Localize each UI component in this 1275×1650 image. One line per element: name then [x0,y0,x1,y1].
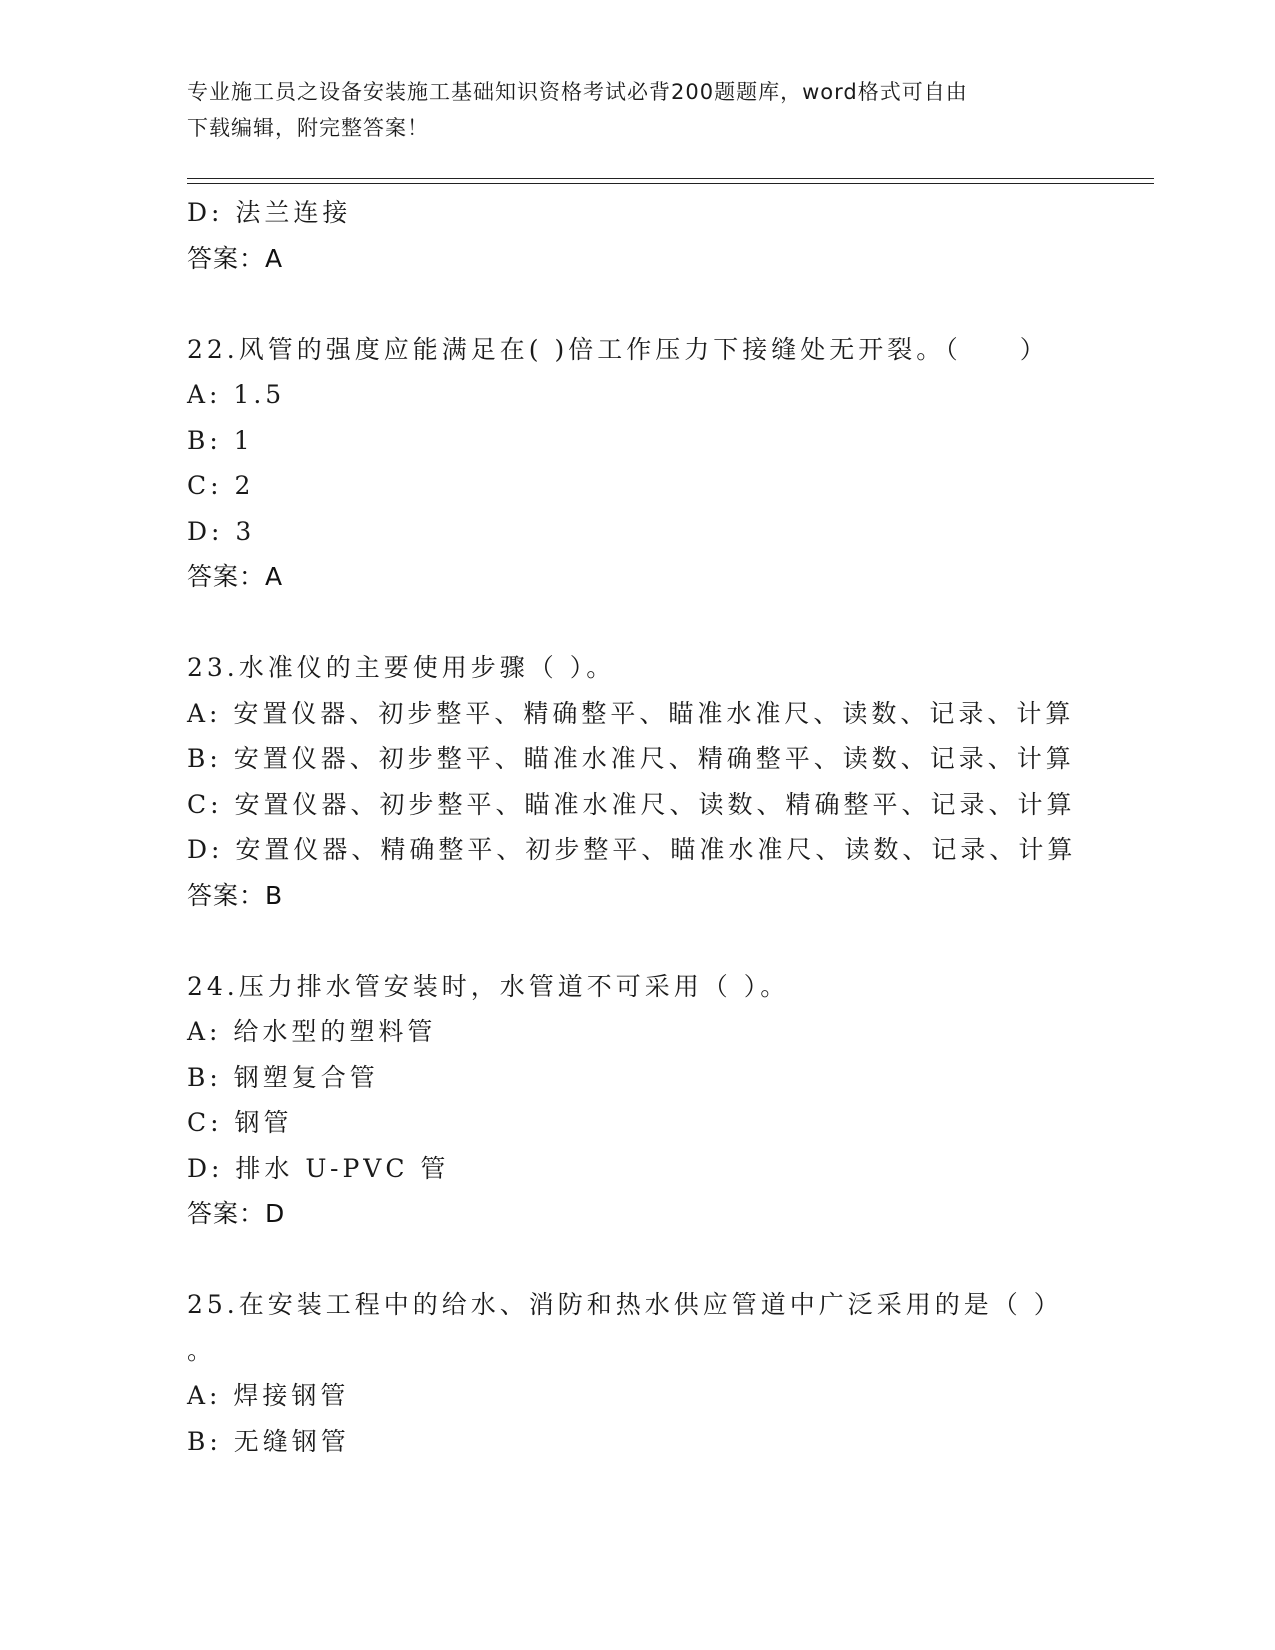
header-rule-bottom [187,183,1154,184]
option-b: B: 1 [187,425,254,455]
answer-text: 答案：A [187,562,284,591]
spacer [187,918,1154,964]
option-c: C: 安置仪器、初步整平、瞄准水准尺、读数、精确整平、记录、计算 [187,789,1076,819]
question-content [187,190,1154,1464]
option-d: D: 安置仪器、精确整平、初步整平、瞄准水准尺、读数、记录、计算 [187,835,1077,864]
question-block-22 [187,327,1154,600]
option-d: D: 3 [187,516,256,546]
option-d: D: 法兰连接 [187,198,352,227]
option-a: A: 安置仪器、初步整平、精确整平、瞄准水准尺、读数、记录、计算 [187,698,1075,728]
question-block-21 [187,190,1154,281]
answer-text: 答案：B [187,880,284,910]
option-d: D: 排水 U-PVC 管 [187,1153,450,1183]
question-block-25 [187,1282,1154,1464]
option-a: A: 1.5 [187,380,286,409]
question-block-23 [187,645,1154,918]
spacer [187,600,1154,646]
option-a: A: 给水型的塑料管 [187,1017,437,1046]
header-line-1: 专业施工员之设备安装施工基础知识资格考试必背200题题库，word格式可自由 [187,80,968,104]
option-c: C: 钢管 [187,1108,293,1137]
question-text: 23.水准仪的主要使用步骤（ ）。 [187,653,616,682]
question-text: 24.压力排水管安装时，水管道不可采用（ ）。 [187,971,790,1001]
answer-text: 答案：D [187,1199,286,1228]
answer-text: 答案：A [187,243,284,273]
question-block-24 [187,964,1154,1237]
option-b: B: 钢塑复合管 [187,1062,379,1092]
header-line-2: 下载编辑，附完整答案！ [187,116,429,140]
page-header [187,74,1067,146]
option-a: A: 焊接钢管 [187,1381,350,1410]
spacer [187,1237,1154,1283]
spacer [187,281,1154,327]
question-text: 22.风管的强度应能满足在( )倍工作压力下接缝处无开裂。（ ） [187,334,1049,364]
option-b: B: 无缝钢管 [187,1426,350,1456]
option-b: B: 安置仪器、初步整平、瞄准水准尺、精确整平、读数、记录、计算 [187,744,1075,773]
option-c: C: 2 [187,471,255,500]
header-rule-top [187,178,1154,179]
question-text: 25.在安装工程中的给水、消防和热水供应管道中广泛采用的是（ ） [187,1290,1063,1319]
question-text-continued: 。 [187,1335,217,1365]
